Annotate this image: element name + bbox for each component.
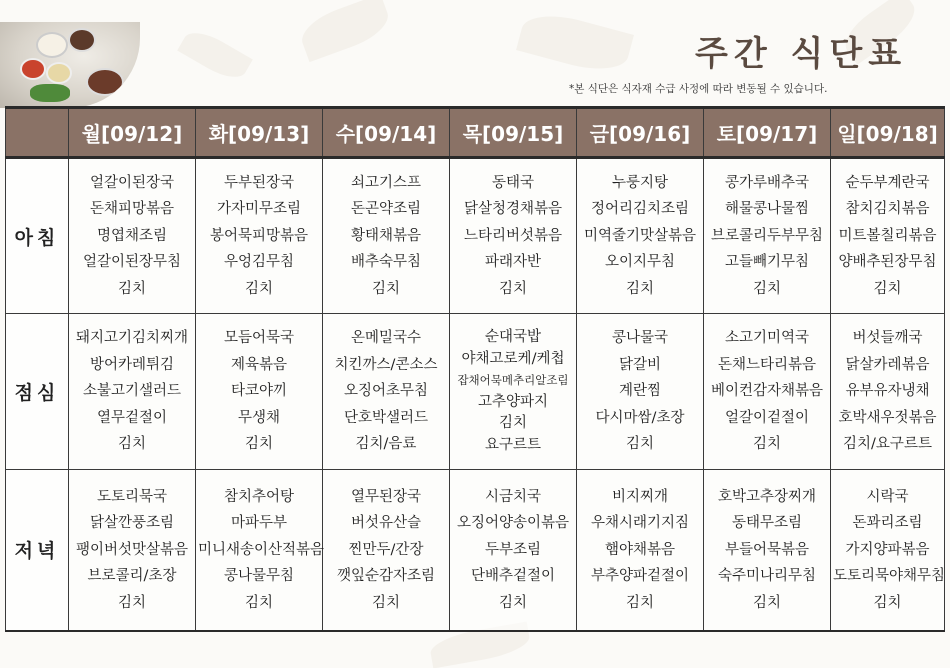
menu-item: 가지양파볶음: [845, 541, 930, 558]
menu-item: 닭살청경채볶음: [463, 201, 563, 218]
menu-item: 시금치국: [484, 488, 542, 505]
menu-item: 열무겉절이: [96, 409, 168, 426]
menu-item: 얼갈이된장국: [89, 174, 175, 191]
menu-item: 부들어묵볶음: [724, 541, 810, 558]
menu-item: 햄야채볶음: [604, 541, 676, 558]
menu-item: 베이컨감자채볶음: [710, 383, 824, 400]
menu-item: 버섯유산슬: [350, 515, 422, 531]
menu-item: 해물콩나물찜: [724, 201, 810, 218]
menu-item: 돈꽈리조림: [852, 515, 923, 531]
menu-item: 미트볼칠리볶음: [838, 227, 937, 244]
menu-item: 김치: [752, 436, 781, 453]
menu-item: 오징어초무침: [343, 383, 429, 400]
meal-label: 저녁: [6, 470, 69, 631]
menu-item: 계란찜: [618, 383, 662, 400]
menu-cell: [196, 314, 323, 470]
menu-item: 깻잎순감자조림: [336, 568, 436, 584]
menu-item: 닭갈비: [618, 356, 662, 373]
menu-cell: [704, 470, 831, 631]
menu-item: 두부조림: [484, 541, 542, 558]
menu-item: 동태국: [491, 174, 535, 191]
meal-row: [6, 314, 945, 470]
menu-item: 파래자반: [484, 254, 542, 271]
menu-item: 김치: [244, 280, 273, 297]
menu-item: 김치: [498, 280, 527, 297]
menu-item: 미역줄기맛살볶음: [583, 227, 697, 244]
menu-item: 참치추어탕: [223, 488, 295, 505]
day-header: 목[09/15]: [450, 108, 577, 158]
menu-body: [6, 158, 945, 631]
menu-item: 닭살깐풍조림: [89, 515, 175, 531]
menu-item: 호박새우젓볶음: [838, 409, 937, 426]
menu-item: 무생채: [237, 409, 281, 426]
menu-item: 단호박샐러드: [343, 409, 429, 426]
menu-item: 김치: [371, 280, 400, 297]
background-leaf: [296, 0, 394, 62]
menu-cell: [323, 314, 450, 470]
menu-item: 정어리김치조림: [590, 201, 690, 218]
menu-item: 요구르트: [484, 436, 542, 453]
menu-cell: [831, 158, 945, 314]
menu-item: 오이지무침: [604, 254, 676, 271]
menu-item: 김치: [117, 436, 146, 453]
menu-item: 제육볶음: [230, 356, 288, 373]
meal-row: [6, 470, 945, 631]
menu-item: 고추양파지: [477, 393, 549, 410]
menu-change-notice: *본 식단은 식자재 수급 사정에 따라 변동될 수 있습니다.: [569, 83, 828, 95]
menu-item: 가자미무조림: [216, 201, 302, 218]
menu-cell: [450, 314, 577, 470]
menu-item: 우엉김무침: [223, 254, 295, 271]
menu-item: 황태채볶음: [350, 227, 422, 244]
meal-label: 아침: [6, 158, 69, 314]
menu-item: 열무된장국: [350, 488, 422, 505]
menu-item: 버섯들깨국: [852, 330, 923, 347]
menu-item: 김치: [625, 280, 654, 297]
menu-item: 팽이버섯맛살볶음: [75, 541, 189, 558]
menu-item: 김치: [244, 436, 273, 453]
menu-item: 치킨까스/콘소스: [334, 356, 438, 373]
menu-cell: [831, 314, 945, 470]
menu-item: 순대국밥: [484, 329, 542, 345]
menu-item: 우채시래기지짐: [590, 515, 690, 531]
menu-cell: [704, 158, 831, 314]
menu-item: 김치: [625, 436, 654, 453]
day-header: 금[09/16]: [577, 108, 704, 158]
menu-item: 김치: [873, 594, 902, 611]
menu-item: 콩가루배추국: [724, 174, 810, 191]
menu-item: 소불고기샐러드: [82, 383, 182, 400]
menu-item: 김치: [498, 415, 527, 431]
menu-item: 도토리묵국: [96, 488, 168, 505]
menu-item: 봉어묵피망볶음: [209, 227, 309, 244]
menu-item: 김치: [752, 594, 781, 611]
menu-item: 브로콜리/초장: [87, 568, 177, 584]
menu-item: 잡채어묵메추리알조림: [457, 373, 569, 387]
menu-item: 방어카레튀김: [89, 356, 175, 373]
background-leaf: [516, 7, 634, 79]
menu-item: 부추양파겉절이: [590, 568, 690, 584]
menu-item: 고들빼기무침: [724, 254, 810, 271]
menu-item: 도토리묵야채무침: [833, 568, 946, 584]
menu-item: 김치: [244, 594, 273, 611]
menu-cell: [323, 158, 450, 314]
menu-cell: [450, 470, 577, 631]
menu-item: 김치: [752, 280, 781, 297]
menu-item: 참치김치볶음: [845, 201, 930, 218]
page-title: 주간 식단표: [695, 34, 908, 74]
background-leaf: [177, 25, 253, 86]
menu-item: 양배추된장무침: [838, 254, 937, 271]
day-header: 일[09/18]: [831, 108, 945, 158]
menu-item: 돈채피망볶음: [89, 201, 175, 218]
weekly-menu-table: [5, 106, 945, 632]
menu-item: 다시마쌈/초장: [595, 409, 685, 426]
day-header: 토[09/17]: [704, 108, 831, 158]
corner-cell: [6, 108, 69, 158]
food-tray-image: [0, 22, 140, 108]
menu-item: 유부유자냉채: [845, 383, 930, 400]
menu-item: 김치/음료: [355, 436, 417, 453]
menu-item: 쇠고기스프: [350, 174, 422, 191]
menu-item: 김치/요구르트: [843, 436, 932, 453]
menu-item: 호박고추장찌개: [717, 488, 817, 505]
menu-item: 얼갈이된장무침: [82, 254, 182, 271]
menu-item: 명엽채조림: [96, 227, 168, 244]
menu-item: 동태무조림: [731, 515, 803, 531]
menu-item: 소고기미역국: [724, 330, 810, 347]
menu-item: 오징어양송이볶음: [456, 515, 570, 531]
menu-item: 비지찌개: [611, 488, 669, 505]
menu-item: 김치: [625, 594, 654, 611]
menu-cell: [69, 314, 196, 470]
menu-item: 콩나물무침: [223, 568, 295, 584]
menu-cell: [831, 470, 945, 631]
menu-item: 돈채느타리볶음: [717, 356, 817, 373]
menu-item: 콩나물국: [611, 330, 669, 347]
meal-row: [6, 158, 945, 314]
day-header: 화[09/13]: [196, 108, 323, 158]
menu-item: 숙주미나리무침: [717, 568, 817, 584]
menu-item: 모듬어묵국: [223, 330, 295, 347]
menu-item: 두부된장국: [223, 174, 295, 191]
menu-item: 김치: [117, 594, 146, 611]
menu-cell: [577, 470, 704, 631]
day-header: 월[09/12]: [69, 108, 196, 158]
menu-cell: [577, 158, 704, 314]
menu-cell: [450, 158, 577, 314]
menu-cell: [69, 158, 196, 314]
menu-item: 김치: [873, 280, 902, 297]
menu-item: 미니새송이산적볶음: [198, 541, 325, 558]
menu-item: 찐만두/간장: [348, 541, 424, 558]
day-header-row: [6, 108, 945, 158]
meal-label: 점심: [6, 314, 69, 470]
menu-item: 김치: [117, 280, 146, 297]
menu-item: 단배추겉절이: [470, 568, 556, 584]
menu-item: 온메밀국수: [350, 330, 422, 347]
menu-item: 느타리버섯볶음: [463, 227, 563, 244]
menu-cell: [196, 470, 323, 631]
menu-item: 브로콜리두부무침: [710, 227, 824, 244]
menu-cell: [704, 314, 831, 470]
menu-cell: [196, 158, 323, 314]
menu-item: 배추숙무침: [350, 254, 422, 271]
menu-item: 닭살카레볶음: [845, 356, 930, 373]
day-header: 수[09/14]: [323, 108, 450, 158]
menu-cell: [577, 314, 704, 470]
menu-cell: [69, 470, 196, 631]
menu-item: 순두부계란국: [845, 174, 930, 191]
menu-item: 얼갈이겉절이: [724, 409, 810, 426]
menu-item: 타코야끼: [230, 383, 288, 400]
menu-item: 김치: [371, 594, 400, 611]
menu-item: 돼지고기김치찌개: [75, 330, 189, 347]
menu-item: 야채고로케/케첩: [461, 350, 565, 367]
menu-item: 돈곤약조림: [350, 201, 422, 218]
menu-item: 시락국: [866, 488, 909, 505]
menu-cell: [323, 470, 450, 631]
menu-item: 김치: [498, 594, 527, 611]
menu-item: 누룽지탕: [611, 174, 669, 191]
menu-item: 마파두부: [230, 515, 288, 531]
